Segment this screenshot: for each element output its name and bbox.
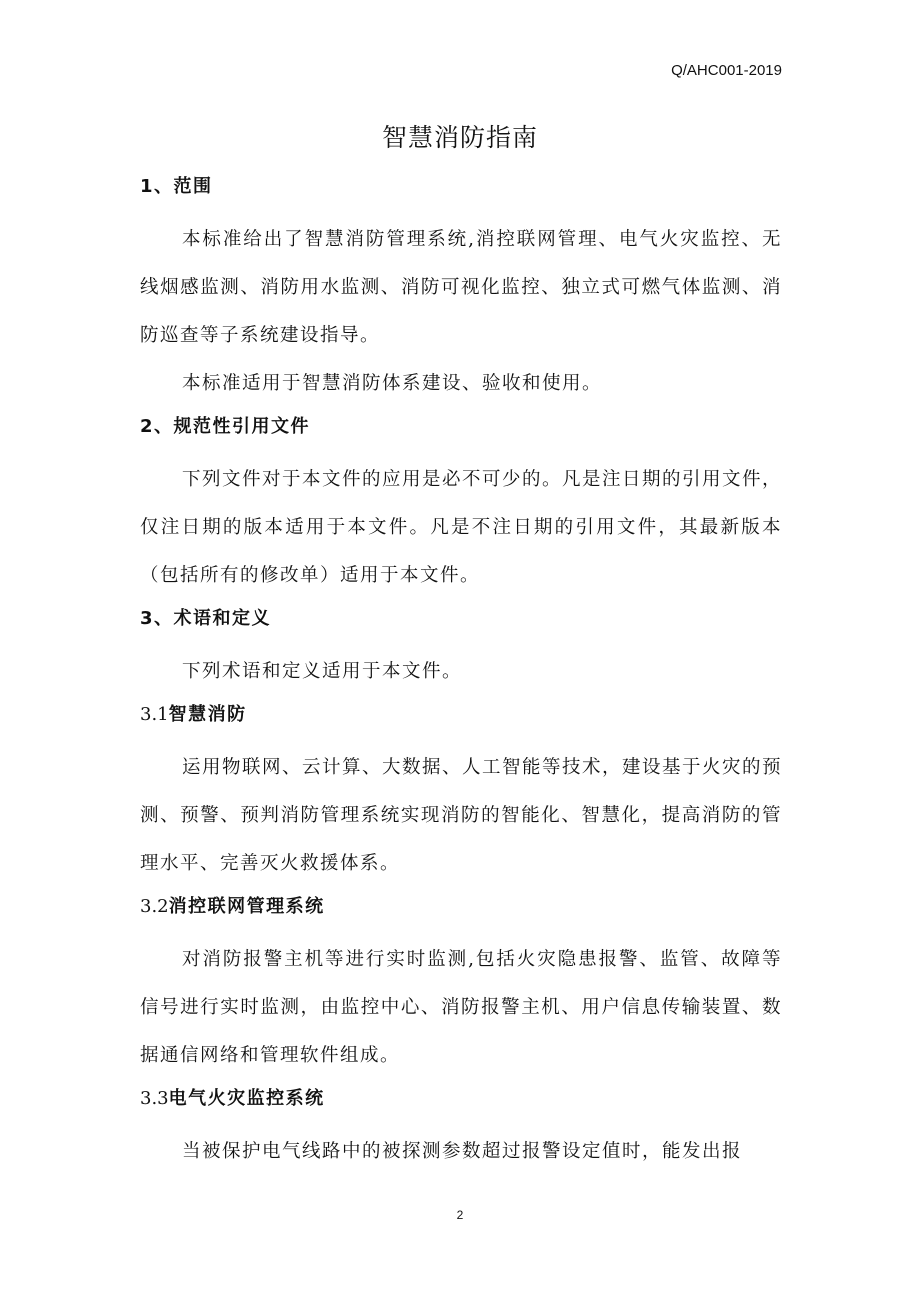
document-code: Q/AHC001-2019: [671, 62, 782, 79]
section-heading-2: 2、规范性引用文件: [140, 416, 311, 437]
page-title: 智慧消防指南: [381, 123, 538, 152]
paragraph: 本标准给出了智慧消防管理系统,消控联网管理、电气火灾监控、无线烟感监测、消防用水监测、消防可视化监控、独立式可燃气体监测、消防巡查等子系统建设指导。: [140, 229, 782, 346]
subsection-number: 3.3: [140, 1088, 169, 1109]
paragraph: 下列术语和定义适用于本文件。: [182, 661, 463, 682]
subsection-heading-3-3: [140, 1080, 782, 1128]
section-heading-1: 1、范围: [140, 176, 213, 197]
paragraph: 下列文件对于本文件的应用是必不可少的。凡是注日期的引用文件，仅注日期的版本适用于本文件。凡是不注日期的引用文件，其最新版本（包括所有的修改单）适用于本文件。: [140, 469, 783, 586]
subsection-number: 3.1: [140, 704, 169, 725]
subsection-heading-3-1: [140, 696, 782, 744]
paragraph: 对消防报警主机等进行实时监测,包括火灾隐患报警、监管、故障等信号进行实时监测，由监控中心、消防报警主机、用户信息传输装置、数据通信网络和管理软件组成。: [140, 949, 782, 1066]
document-body: [140, 168, 782, 1176]
subsection-number: 3.2: [140, 896, 169, 917]
subsection-title: 消控联网管理系统: [168, 896, 325, 917]
subsection-heading-3-2: [140, 888, 782, 936]
paragraph: 运用物联网、云计算、大数据、人工智能等技术，建设基于火灾的预测、预警、预判消防管理系统实现消防的智能化、智慧化，提高消防的管理水平、完善灭火救援体系。: [140, 757, 783, 874]
page-number: 2: [456, 1208, 464, 1222]
paragraph: 当被保护电气线路中的被探测参数超过报警设定值时，能发出报: [182, 1141, 743, 1162]
subsection-title: 智慧消防: [168, 704, 247, 725]
section-heading-3: 3、术语和定义: [140, 608, 272, 629]
paragraph: 本标准适用于智慧消防体系建设、验收和使用。: [182, 373, 603, 394]
subsection-title: 电气火灾监控系统: [168, 1088, 325, 1109]
